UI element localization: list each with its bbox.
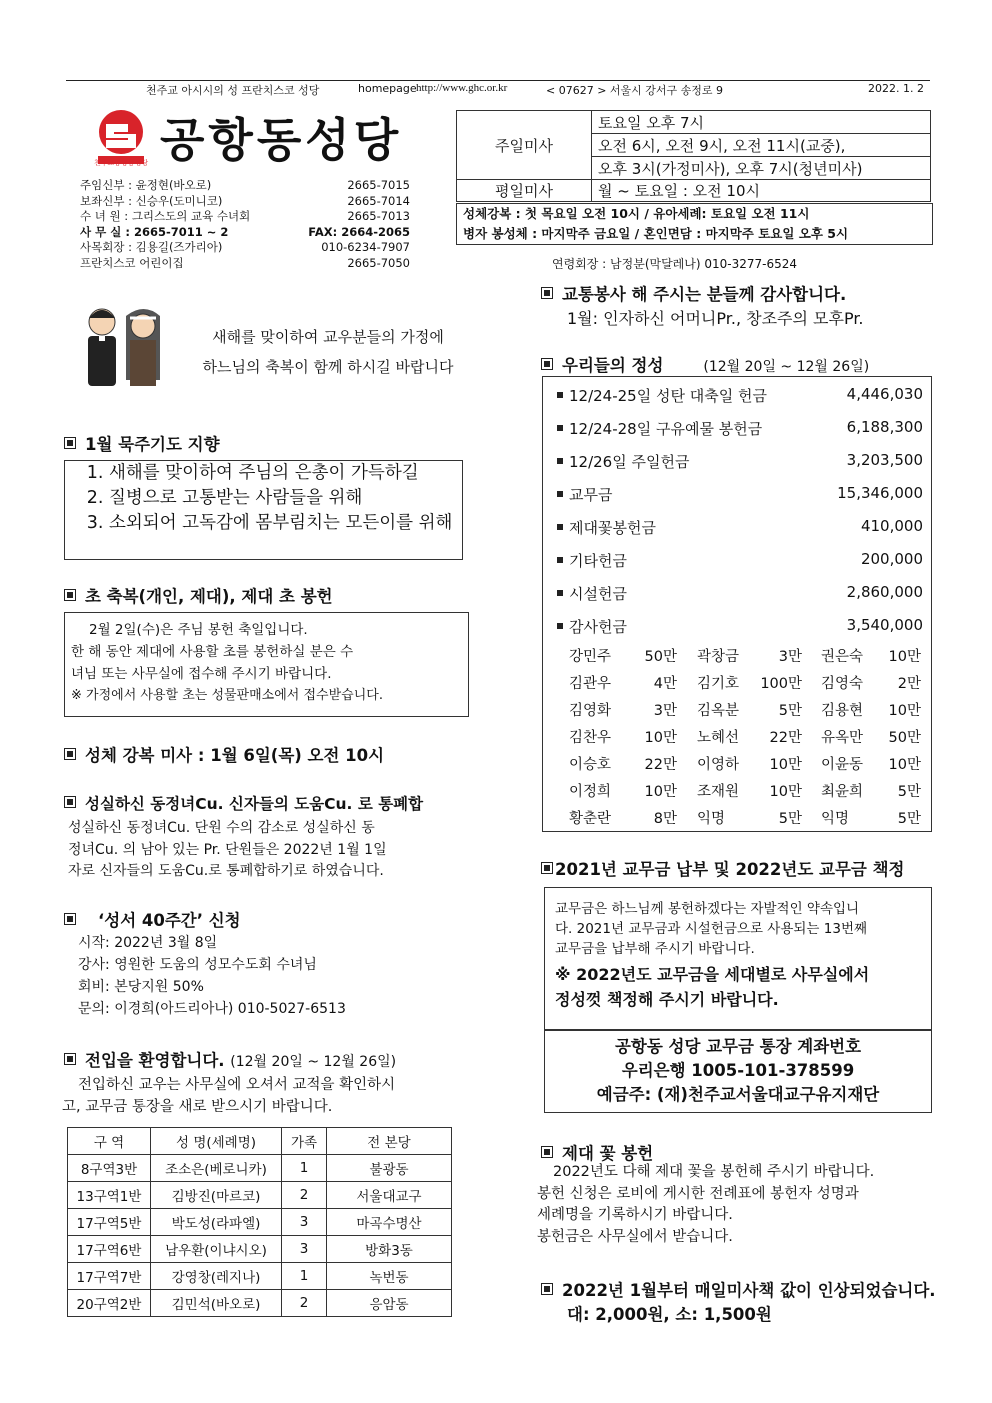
section-period: (12월 20일 ~ 12월 26일): [703, 359, 870, 375]
notice-line: 녀님 또는 사무실에 접수해 주시기 바랍니다.: [71, 666, 332, 682]
church-title: 공항동성당: [160, 113, 403, 167]
welcome-heading: [64, 1047, 396, 1071]
section-title: 초 축복(개인, 제대), 제대 초 봉헌: [85, 587, 333, 606]
column-header: 가족: [282, 1128, 327, 1155]
square-bullet-icon: [64, 437, 76, 449]
offering-amount: 15,346,000: [837, 484, 923, 502]
donor-name: 최윤희: [821, 784, 864, 800]
offering-item: [557, 484, 923, 505]
candle-section-heading: [64, 583, 333, 607]
mass-note: 병자 봉성체 : 마지막주 금요일 / 혼인면담 : 마지막주 토요일 오후 5시: [463, 226, 849, 241]
bullet-icon: [557, 524, 563, 530]
missal-price-heading: [541, 1277, 936, 1301]
donor-amount: 8만: [653, 811, 677, 827]
logo-caption: 천주교공항동성당: [94, 159, 149, 167]
missal-price-line: 대: 2,000원, 소: 1,500원: [567, 1305, 772, 1324]
donor-name: 이정희: [569, 784, 612, 800]
section-period: (12월 20일 ~ 12월 26일): [230, 1054, 397, 1070]
staff-label: 사 무 실 : 2665-7011 ~ 2: [80, 224, 229, 239]
offering-amount: 3,540,000: [846, 616, 923, 634]
offering-amount: 2,860,000: [846, 583, 923, 601]
section-title: 우리들의 정성: [562, 356, 664, 375]
offering-label: 제대꽃봉헌금: [569, 519, 656, 537]
paragraph-line: 성실하신 동정녀Cu. 단원 수의 감소로 성실하신 동: [68, 820, 375, 836]
offerings-box: [542, 376, 932, 832]
header-org: 천주교 아시시의 성 프란치스코 성당: [146, 84, 320, 97]
donor-amount: 10만: [888, 649, 921, 665]
greeting-line: 새해를 맞이하여 교우분들의 가정에: [212, 328, 444, 346]
header-homepage-label: homepage: [358, 82, 417, 95]
square-bullet-icon: [64, 589, 76, 601]
donor-name: 노혜선: [697, 730, 740, 746]
donor-name: 김찬우: [569, 730, 612, 746]
detail-line: 시작: 2022년 3월 8일: [78, 935, 218, 951]
table-row: [68, 1182, 452, 1209]
greeting-line: 하느님의 축복이 함께 하시길 바랍니다: [202, 358, 454, 376]
table-cell: 녹번동: [327, 1263, 452, 1290]
bank-account-box: [544, 1029, 932, 1113]
donor-amount: 50만: [644, 649, 677, 665]
table-cell: 강영창(레지나): [151, 1263, 282, 1290]
offering-label: 기타헌금: [569, 552, 627, 570]
offering-label: 12/26일 주일헌금: [569, 453, 690, 471]
table-cell: 17구역5반: [68, 1209, 151, 1236]
donor-name: 이승호: [569, 757, 612, 773]
donor-name: 황춘란: [569, 811, 612, 827]
table-cell: 박도성(라파엘): [151, 1209, 282, 1236]
detail-line: 강사: 영원한 도움의 성모수도회 수녀님: [78, 957, 317, 973]
donor-amount: 4만: [653, 676, 677, 692]
donor-name: 김관우: [569, 676, 612, 692]
donor-amount: 5만: [897, 784, 921, 800]
column-header: 성 명(세례명): [151, 1128, 282, 1155]
sunday-mass-line: 오전 6시, 오전 9시, 오전 11시(교중),: [592, 134, 931, 157]
section-title: 전입을 환영합니다.: [85, 1051, 225, 1070]
section-title: 교통봉사 해 주시는 분들께 감사합니다.: [562, 285, 847, 304]
intention-item: 3. 소외되어 고독감에 몸부림치는 모든이를 위해: [109, 511, 462, 536]
intention-item: 1. 새해를 맞이하여 주님의 은총이 가득하길: [109, 461, 462, 486]
altar-flower-paragraph: [537, 1162, 874, 1248]
staff-row: [80, 256, 410, 272]
bullet-icon: [557, 425, 563, 431]
table-cell: 17구역7반: [68, 1263, 151, 1290]
tax-heading: [541, 856, 904, 880]
table-cell: 2: [282, 1290, 327, 1317]
square-bullet-icon: [64, 748, 76, 760]
offering-label: 12/24-28일 구유예물 봉헌금: [569, 420, 763, 438]
donor-amount: 10만: [769, 757, 802, 773]
mass-schedule-table: [456, 110, 931, 202]
offering-amount: 4,446,030: [846, 385, 923, 403]
header-address: < 07627 > 서울시 강서구 송정로 9: [546, 84, 724, 97]
notice-line: 2월 2일(수)은 주님 봉헌 축일입니다.: [89, 622, 308, 638]
offering-item: [557, 583, 923, 604]
staff-phone: 2665-7050: [347, 255, 410, 270]
table-row: [68, 1263, 452, 1290]
parish-tax-notice-box: [544, 887, 932, 1031]
weekday-mass-label: 평일미사: [457, 180, 592, 202]
mass-note: 성체강복 : 첫 목요일 오전 10시 / 유아세례: 토요일 오전 11시: [463, 206, 810, 221]
staff-label: 주임신부 : 윤정현(바오로): [80, 178, 212, 192]
table-cell: 1: [282, 1263, 327, 1290]
table-cell: 응암동: [327, 1290, 452, 1317]
offering-label: 12/24-25일 성탄 대축일 헌금: [569, 387, 767, 405]
section-title: 제대 꽃 봉헌: [562, 1144, 654, 1163]
section-title: 2022년 1월부터 매일미사책 값이 인상되었습니다.: [562, 1281, 936, 1300]
staff-label: 프란치스코 어린이집: [80, 255, 184, 270]
altar-flower-heading: [541, 1140, 653, 1164]
table-cell: 남우환(이냐시오): [151, 1236, 282, 1263]
table-cell: 김민석(바오로): [151, 1290, 282, 1317]
notice-emphasis: 정성껏 책정해 주시기 바랍니다.: [555, 990, 779, 1009]
notice-line: ※ 가정에서 사용할 초는 성물판매소에서 접수받습니다.: [71, 688, 383, 703]
donor-amount: 50만: [888, 730, 921, 746]
paragraph-line: 봉헌 신청은 로비에 게시한 전례표에 봉헌자 성명과: [537, 1185, 859, 1202]
offering-item: [557, 550, 923, 571]
offering-amount: 410,000: [860, 517, 923, 535]
sunday-mass-line: 토요일 오후 7시: [592, 111, 931, 134]
table-cell: 13구역1반: [68, 1182, 151, 1209]
donor-amount: 10만: [888, 703, 921, 719]
offering-item: [557, 616, 923, 637]
sunday-mass-label: 주일미사: [457, 111, 592, 180]
bullet-icon: [557, 392, 563, 398]
notice-line: 다. 2021년 교무금과 시설헌금으로 사용되는 13번째: [555, 921, 868, 937]
donor-name: 익명: [821, 811, 850, 827]
section-title: 성체 강복 미사 : 1월 6일(목) 오전 10시: [85, 746, 385, 765]
donor-name: 김기호: [697, 676, 740, 692]
table-cell: 3: [282, 1236, 327, 1263]
staff-row: [80, 209, 410, 225]
square-bullet-icon: [541, 1146, 553, 1158]
column-header: 전 본당: [327, 1128, 452, 1155]
donor-amount: 10만: [888, 757, 921, 773]
table-cell: 방화3동: [327, 1236, 452, 1263]
donor-amount: 10만: [644, 730, 677, 746]
table-cell: 김방진(마르코): [151, 1182, 282, 1209]
square-bullet-icon: [64, 796, 76, 808]
offering-label: 교무금: [569, 486, 613, 504]
header-date: 2022. 1. 2: [868, 82, 924, 95]
bank-account-holder: 예금주: (재)천주교서울대교구유지재단: [596, 1085, 880, 1104]
intention-item: 2. 질병으로 고통받는 사람들을 위해: [109, 486, 462, 511]
new-year-greeting: [178, 322, 478, 382]
donor-name: 유옥만: [821, 730, 864, 746]
table-row: [68, 1155, 452, 1182]
donor-name: 강민주: [569, 649, 612, 665]
bible-study-details: [78, 932, 346, 1020]
donor-amount: 5만: [897, 811, 921, 827]
square-bullet-icon: [64, 913, 76, 925]
staff-row: [80, 240, 410, 256]
bullet-icon: [557, 491, 563, 497]
offering-label: 감사헌금: [569, 618, 627, 636]
staff-phone: FAX: 2664-2065: [308, 224, 410, 239]
sunday-mass-line: 오후 3시(가정미사), 오후 7시(청년미사): [592, 157, 931, 180]
donor-amount: 22만: [769, 730, 802, 746]
donor-name: 이윤동: [821, 757, 864, 773]
section-title: 1월 묵주기도 지향: [85, 435, 220, 454]
staff-label: 사목회장 : 김용길(즈가리아): [80, 240, 223, 255]
detail-line: 회비: 본당지원 50%: [78, 979, 204, 995]
paragraph-line: 봉헌금은 사무실에서 받습니다.: [537, 1228, 733, 1245]
notice-emphasis: ※ 2022년도 교무금을 세대별로 사무실에서: [555, 965, 870, 984]
bible-study-heading: [64, 907, 241, 931]
paragraph-line: 전입하신 교우는 사무실에 오셔서 교적을 확인하시: [78, 1077, 396, 1093]
bank-account-number: 우리은행 1005-101-378599: [621, 1061, 855, 1080]
benediction-heading: [64, 742, 384, 766]
offering-item: [557, 418, 923, 439]
square-bullet-icon: [541, 1283, 553, 1295]
header-url[interactable]: http://www.ghc.or.kr: [416, 82, 508, 94]
bullet-icon: [557, 590, 563, 596]
column-header: 구 역: [68, 1128, 151, 1155]
paragraph-line: 정녀Cu. 의 남아 있는 Pr. 단원들은 2022년 1월 1일: [68, 841, 387, 858]
donor-name: 김용현: [821, 703, 864, 719]
donor-amount: 10만: [769, 784, 802, 800]
staff-phone: 2665-7013: [347, 209, 410, 224]
offering-item: [557, 517, 923, 538]
section-title: 2021년 교무금 납부 및 2022년도 교무금 책정: [555, 860, 905, 879]
donor-name: 김영숙: [821, 676, 864, 692]
donor-name: 이영하: [697, 757, 740, 773]
section-title: 성실하신 동정녀Cu. 신자들의 도움Cu. 로 통폐합: [85, 795, 424, 813]
rosary-intentions-box: [64, 460, 463, 560]
donor-amount: 3만: [778, 649, 802, 665]
offering-item: [557, 451, 923, 472]
bullet-icon: [557, 458, 563, 464]
offering-amount: 200,000: [860, 550, 923, 568]
donor-amount: 5만: [778, 811, 802, 827]
table-cell: 1: [282, 1155, 327, 1182]
notice-line: 교무금을 납부해 주시기 바랍니다.: [555, 941, 755, 957]
staff-label: 수 녀 원 : 그리스도의 교육 수녀회: [80, 209, 251, 224]
staff-row: [80, 178, 410, 194]
table-row: [68, 1236, 452, 1263]
bullet-icon: [557, 623, 563, 629]
merge-heading: [64, 792, 423, 814]
donor-name: 익명: [697, 811, 726, 827]
staff-row: [80, 225, 410, 241]
table-cell: 8구역3반: [68, 1155, 151, 1182]
donor-name: 김옥분: [697, 703, 740, 719]
table-cell: 서울대교구: [327, 1182, 452, 1209]
staff-phone: 2665-7015: [347, 178, 410, 192]
staff-label: 보좌신부 : 신승우(도미니코): [80, 193, 223, 208]
header-rule: [66, 80, 930, 81]
offering-item: [557, 385, 923, 406]
paragraph-line: 자로 신자들의 도움Cu.로 통폐합하기로 하였습니다.: [68, 863, 384, 879]
table-cell: 마곡수명산: [327, 1209, 452, 1236]
offerings-heading: [541, 352, 869, 376]
notice-line: 교무금은 하느님께 봉헌하겠다는 자발적인 약속입니: [555, 901, 860, 917]
weekday-mass-value: 월 ~ 토요일 : 오전 10시: [592, 180, 931, 202]
notice-line: 한 해 동안 제대에 사용할 초를 봉헌하실 분은 수: [71, 644, 354, 660]
priest-nun-illustration: [78, 300, 168, 392]
table-cell: 조소은(베로니카): [151, 1155, 282, 1182]
staff-list: [80, 178, 410, 272]
detail-line: 문의: 이경희(아드리아나) 010-5027-6513: [78, 1001, 346, 1017]
staff-phone: 010-6234-7907: [321, 240, 410, 255]
table-cell: 3: [282, 1209, 327, 1236]
offering-label: 시설헌금: [569, 585, 627, 603]
donor-amount: 3만: [653, 703, 677, 719]
donor-name: 곽창금: [697, 649, 740, 665]
merge-paragraph: [68, 818, 387, 883]
traffic-volunteer-heading: [541, 281, 846, 305]
mass-notes: [456, 203, 933, 245]
section-title: ‘성서 40주간’ 신청: [98, 911, 241, 930]
paragraph-line: 2022년도 다해 제대 꽃을 봉헌해 주시기 바랍니다.: [553, 1164, 875, 1180]
paragraph-line: 고, 교무금 통장을 새로 받으시기 바랍니다.: [62, 1098, 333, 1115]
donor-amount: 2만: [897, 676, 921, 692]
funeral-council-contact: 연령회장 : 남정분(막달레나) 010-3277-6524: [552, 257, 798, 271]
donor-name: 조재원: [697, 784, 740, 800]
bullet-icon: [557, 557, 563, 563]
table-cell: 17구역6반: [68, 1236, 151, 1263]
staff-phone: 2665-7014: [347, 193, 410, 208]
square-bullet-icon: [64, 1053, 76, 1065]
staff-row: [80, 194, 410, 210]
donor-name: 권은숙: [821, 649, 864, 665]
donor-amount: 10만: [644, 784, 677, 800]
welcome-paragraph: [62, 1075, 395, 1118]
candle-notice-box: [64, 612, 469, 717]
donor-amount: 22만: [644, 757, 677, 773]
bank-title: 공항동 성당 교무금 통장 계좌번호: [614, 1037, 862, 1056]
donor-name: 김영화: [569, 703, 612, 719]
table-cell: 2: [282, 1182, 327, 1209]
offering-amount: 6,188,300: [846, 418, 923, 436]
newcomers-table: [67, 1127, 452, 1317]
donor-amount: 5만: [778, 703, 802, 719]
table-header-row: [68, 1128, 452, 1155]
donor-amount: 100만: [760, 676, 802, 692]
square-bullet-icon: [541, 287, 553, 299]
traffic-volunteer-line: 1월: 인자하신 어머니Pr., 창조주의 모후Pr.: [567, 309, 864, 328]
table-cell: 불광동: [327, 1155, 452, 1182]
offering-amount: 3,203,500: [846, 451, 923, 469]
table-row: [68, 1209, 452, 1236]
rosary-section-heading: [64, 431, 220, 455]
table-row: [68, 1290, 452, 1317]
square-bullet-icon: [541, 862, 553, 874]
table-cell: 20구역2반: [68, 1290, 151, 1317]
paragraph-line: 세례명을 기록하시기 바랍니다.: [537, 1207, 733, 1223]
square-bullet-icon: [541, 358, 553, 370]
